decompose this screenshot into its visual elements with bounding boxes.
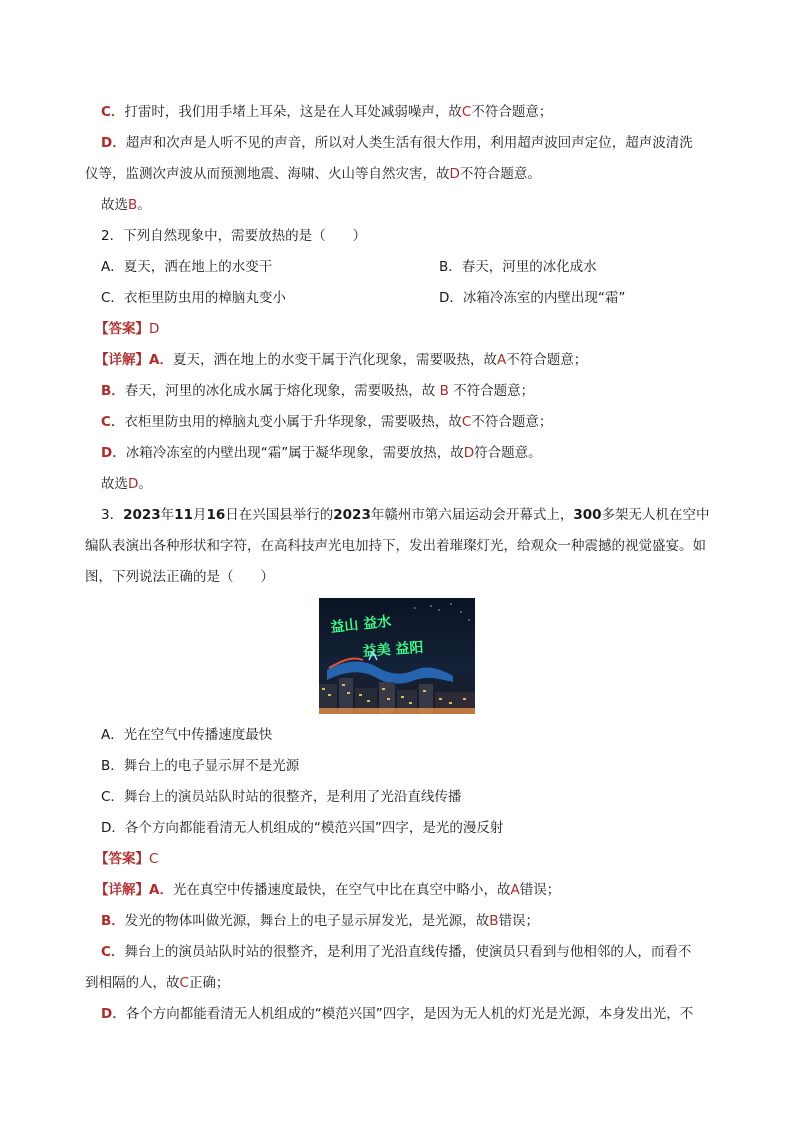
q2-option-c: C．衣柜里防虫用的樟脑丸变小 (101, 290, 286, 306)
q2-detail-a: 【详解】A．夏天，洒在地上的水变干属于汽化现象，需要吸热，故A不符合题意； (95, 352, 588, 368)
q2-option-d: D．冰箱冷冻室的内壁出现“霜” (439, 290, 626, 306)
prev-explain-d-cont: 仪等，监测次声波从而预测地震、海啸、火山等自然灾害，故D不符合题意。 (85, 166, 541, 182)
q2-detail-b: B．春天，河里的冰化成水属于熔化现象，需要吸热，故 B 不符合题意； (101, 383, 535, 399)
q2-choose: 故选D。 (101, 476, 152, 492)
q2-answer: 【答案】D (95, 321, 160, 337)
q3-answer: 【答案】C (95, 851, 159, 867)
q2-stem: 2．下列自然现象中，需要放热的是（ ） (101, 228, 367, 244)
q2-detail-c: C．衣柜里防虫用的樟脑丸变小属于升华现象，需要吸热，故C不符合题意； (101, 414, 553, 430)
q3-option-d: D．各个方向都能看清无人机组成的“模范兴国”四字，是光的漫反射 (101, 820, 504, 836)
q3-option-c: C．舞台上的演员站队时站的很整齐，是利用了光沿直线传播 (101, 789, 462, 805)
q3-detail-d: D．各个方向都能看清无人机组成的“模范兴国”四字，是因为无人机的灯光是光源，本身发出光，不 (101, 1006, 694, 1022)
q3-detail-c-cont: 到相隔的人，故C正确； (85, 975, 230, 991)
drone-text-line2: 益美 益阳 (362, 639, 425, 660)
q3-detail-c: C．舞台上的演员站队时站的很整齐，是利用了光沿直线传播，使演员只看到与他相邻的人，而看不 (101, 944, 692, 960)
q2-option-b: B．春天，河里的冰化成水 (439, 259, 597, 275)
q3-stem-line1: 3．2023年11月16日在兴国县举行的2023年赣州市第六届运动会开幕式上，300多架无人机在空中 (101, 507, 710, 523)
q3-option-a: A．光在空气中传播速度最快 (101, 727, 273, 743)
prev-choose: 故选B。 (101, 197, 151, 213)
q3-detail-b: B．发光的物体叫做光源，舞台上的电子显示屏发光，是光源，故B错误； (101, 913, 540, 929)
drone-text-line1: 益山 益水 (329, 613, 392, 636)
q3-stem-line3: 图，下列说法正确的是（ ） (85, 569, 274, 585)
drone-show-photo (319, 598, 475, 714)
prev-explain-d: D．超声和次声是人听不见的声音，所以对人类生活有很大作用，利用超声波回声定位，超声波清洗 (101, 135, 693, 151)
q3-stem-line2: 编队表演出各种形状和字符，在高科技声光电加持下，发出着璀璨灯光，给观众一种震撼的视觉盛宴。如 (85, 538, 706, 554)
q3-option-b: B．舞台上的电子显示屏不是光源 (101, 758, 300, 774)
q3-detail-a: 【详解】A．光在真空中传播速度最快，在空气中比在真空中略小，故A错误； (95, 882, 561, 898)
drone-show-illustration (319, 598, 475, 714)
prev-explain-c: C．打雷时，我们用手堵上耳朵，这是在人耳处减弱噪声，故C不符合题意； (101, 104, 553, 120)
q2-option-a: A．夏天，洒在地上的水变干 (101, 259, 273, 275)
q2-detail-d: D．冰箱冷冻室的内壁出现“霜”属于凝华现象，需要放热，故D符合题意。 (101, 445, 542, 461)
